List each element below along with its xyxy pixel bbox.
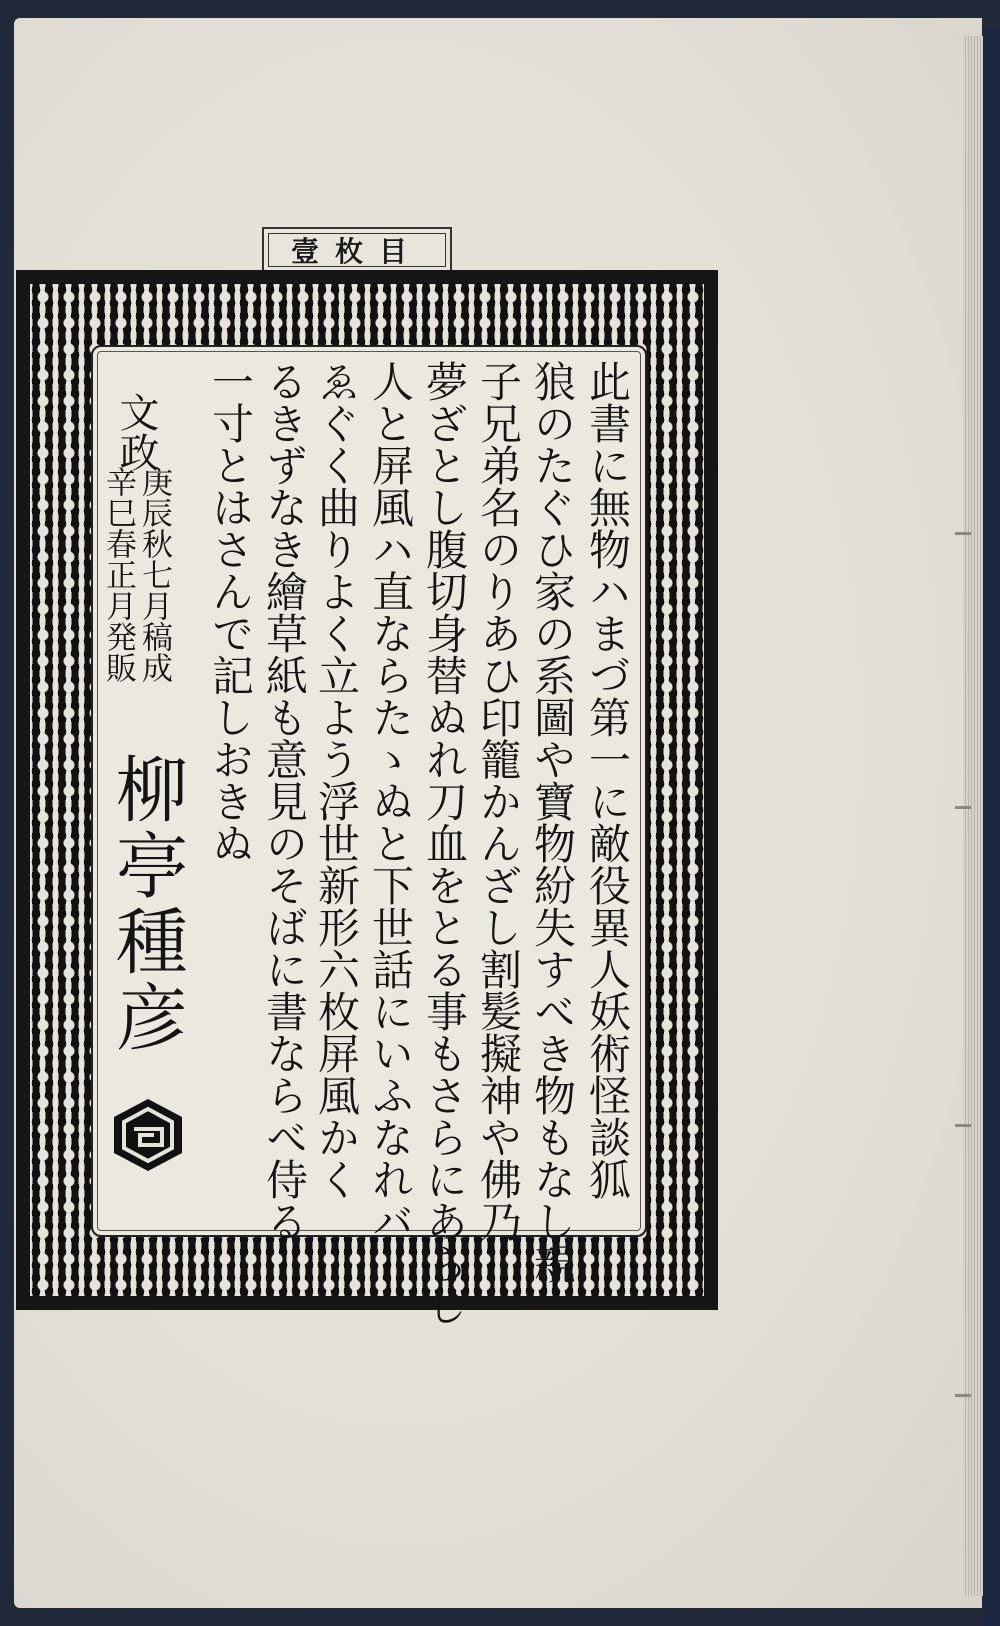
binding-stitch <box>955 1394 971 1397</box>
body-column: 一寸とはさんで記しおきぬ <box>206 360 255 864</box>
era-name: 文政 <box>113 392 159 472</box>
body-column: 狼のたぐひ家の系圖や寶物紛失すべき物もなし親 <box>528 360 577 1284</box>
binding-stitch <box>955 806 971 809</box>
binding-stitch <box>955 532 971 535</box>
page-title-label <box>262 227 452 273</box>
square-spiral-seal-icon <box>108 1095 188 1175</box>
body-column: 子兄弟名のりあひ印籠かんざし割髪擬神や佛乃 <box>474 360 523 1242</box>
author-name: 柳亭種彦 <box>104 752 188 1056</box>
date-line-composed: 庚辰秋七月稿成 <box>136 466 172 683</box>
body-column: 人と屏風ハ直ならたゝぬと下世話にいふなれバ <box>366 360 415 1242</box>
body-column: るきずなき繪草紙も意見のそばに書ならべ侍る <box>260 360 309 1242</box>
binding-stitch <box>955 1124 971 1127</box>
page-title: 壹枚目 <box>268 233 446 267</box>
body-column: ゑぐく曲りよく立よう浮世新形六枚屏風かく <box>312 360 361 1200</box>
body-column: 此書に無物ハまづ第一に敵役異人妖術怪談狐 <box>583 360 632 1200</box>
body-column: 夢ざとし腹切身替ぬれ刀血をとる事もさらにあらじ <box>420 360 469 1326</box>
book-spine <box>983 30 1000 1626</box>
page-stack-edge <box>963 36 983 1596</box>
date-line-published: 辛巳春正月発販 <box>100 466 136 683</box>
